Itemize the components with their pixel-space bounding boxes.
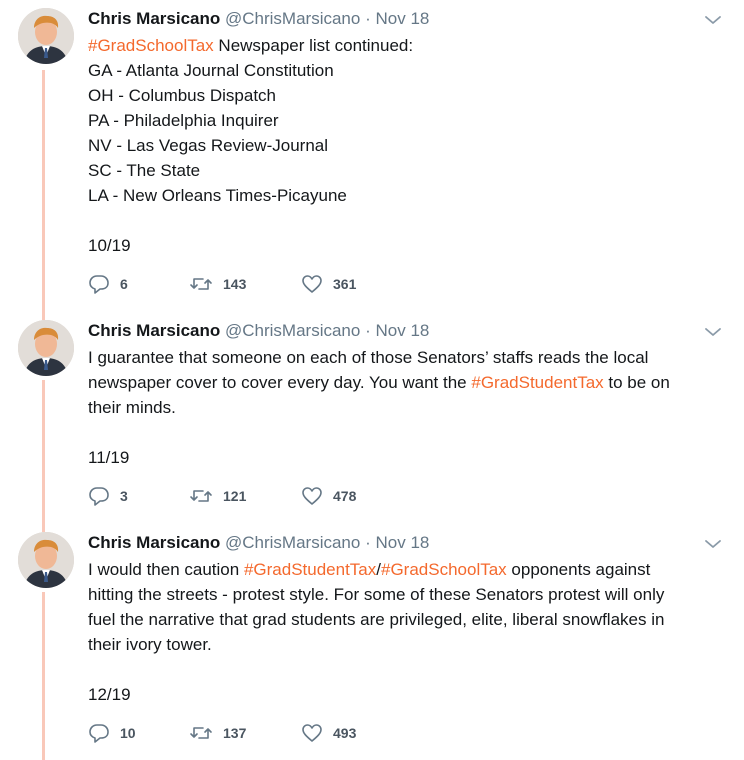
tweet[interactable]: [0, 320, 744, 510]
text-segment: their minds.: [88, 398, 176, 417]
reply-count: 3: [120, 488, 128, 504]
hashtag-link[interactable]: #GradSchoolTax: [88, 36, 214, 55]
like-button[interactable]: [301, 274, 356, 294]
text-segment: I guarantee that someone on each of those Senators’ staffs reads the local: [88, 348, 649, 367]
tweet-text: [88, 345, 724, 470]
author-handle[interactable]: @ChrisMarsicano: [225, 321, 361, 340]
text-segment: to be on: [603, 373, 670, 392]
heart-icon: [301, 723, 323, 743]
retweet-button[interactable]: [189, 486, 301, 506]
thread-counter: 10/19: [88, 236, 131, 255]
text-segment: /: [376, 560, 381, 579]
tweet-date[interactable]: Nov 18: [375, 9, 430, 28]
thread-counter: 12/19: [88, 685, 131, 704]
tweet-header: [88, 532, 724, 554]
like-count: 493: [333, 725, 357, 741]
text-segment: opponents against: [506, 560, 651, 579]
retweet-button[interactable]: [189, 274, 301, 294]
tweet-date[interactable]: Nov 18: [375, 533, 430, 552]
reply-icon: [88, 486, 110, 506]
retweet-icon: [189, 723, 213, 743]
hashtag-link[interactable]: #GradSchoolTax: [381, 560, 507, 579]
heart-icon: [301, 486, 323, 506]
reply-button[interactable]: [88, 723, 189, 743]
newspaper-item: SC - The State: [88, 161, 201, 180]
reply-count: 6: [120, 276, 128, 292]
avatar[interactable]: [18, 320, 74, 376]
author-handle[interactable]: @ChrisMarsicano: [225, 533, 361, 552]
newspaper-item: PA - Philadelphia Inquirer: [88, 111, 279, 130]
tweet-header: [88, 320, 724, 342]
newspaper-item: GA - Atlanta Journal Constitution: [88, 61, 334, 80]
thread-counter: 11/19: [88, 448, 130, 467]
avatar[interactable]: [18, 8, 74, 64]
tweet-actions: [88, 486, 356, 506]
tweet[interactable]: [0, 8, 744, 308]
like-count: 478: [333, 488, 357, 504]
tweet-actions: [88, 723, 356, 743]
like-button[interactable]: [301, 723, 356, 743]
reply-count: 10: [120, 725, 136, 741]
hashtag-link[interactable]: #GradStudentTax: [471, 373, 604, 392]
tweet[interactable]: [0, 532, 744, 752]
author-name[interactable]: Chris Marsicano: [88, 321, 221, 340]
avatar[interactable]: [18, 532, 74, 588]
separator: ·: [365, 533, 371, 552]
text-segment: hitting the streets - protest style. For some of these Senators protest will only: [88, 585, 665, 604]
author-name[interactable]: Chris Marsicano: [88, 9, 221, 28]
text-segment: I would then caution: [88, 560, 244, 579]
separator: ·: [365, 321, 371, 340]
reply-icon: [88, 274, 110, 294]
text-segment: newspaper cover to cover every day. You want the: [88, 373, 472, 392]
newspaper-item: NV - Las Vegas Review-Journal: [88, 136, 329, 155]
text-segment: fuel the narrative that grad students are privileged, elite, liberal snowflakes in: [88, 610, 665, 629]
retweet-button[interactable]: [189, 723, 301, 743]
retweet-icon: [189, 274, 213, 294]
text-segment: their ivory tower.: [88, 635, 212, 654]
like-button[interactable]: [301, 486, 356, 506]
separator: ·: [365, 9, 371, 28]
like-count: 361: [333, 276, 357, 292]
retweet-count: 143: [223, 276, 247, 292]
tweet-text: [88, 557, 724, 707]
author-name[interactable]: Chris Marsicano: [88, 533, 221, 552]
newspaper-item: OH - Columbus Dispatch: [88, 86, 277, 105]
newspaper-item: LA - New Orleans Times-Picayune: [88, 186, 347, 205]
tweet-date[interactable]: Nov 18: [375, 321, 430, 340]
author-handle[interactable]: @ChrisMarsicano: [225, 9, 361, 28]
tweet-header: [88, 8, 724, 30]
hashtag-link[interactable]: #GradStudentTax: [243, 560, 377, 579]
tweet-actions: [88, 274, 356, 294]
chevron-down-icon[interactable]: [702, 536, 724, 552]
chevron-down-icon[interactable]: [702, 12, 724, 28]
retweet-icon: [189, 486, 213, 506]
chevron-down-icon[interactable]: [702, 324, 724, 340]
tweet-text: [88, 33, 724, 258]
heart-icon: [301, 274, 323, 294]
reply-button[interactable]: [88, 274, 189, 294]
retweet-count: 121: [223, 488, 247, 504]
text-segment: Newspaper list continued:: [213, 36, 414, 55]
reply-button[interactable]: [88, 486, 189, 506]
reply-icon: [88, 723, 110, 743]
retweet-count: 137: [223, 725, 247, 741]
